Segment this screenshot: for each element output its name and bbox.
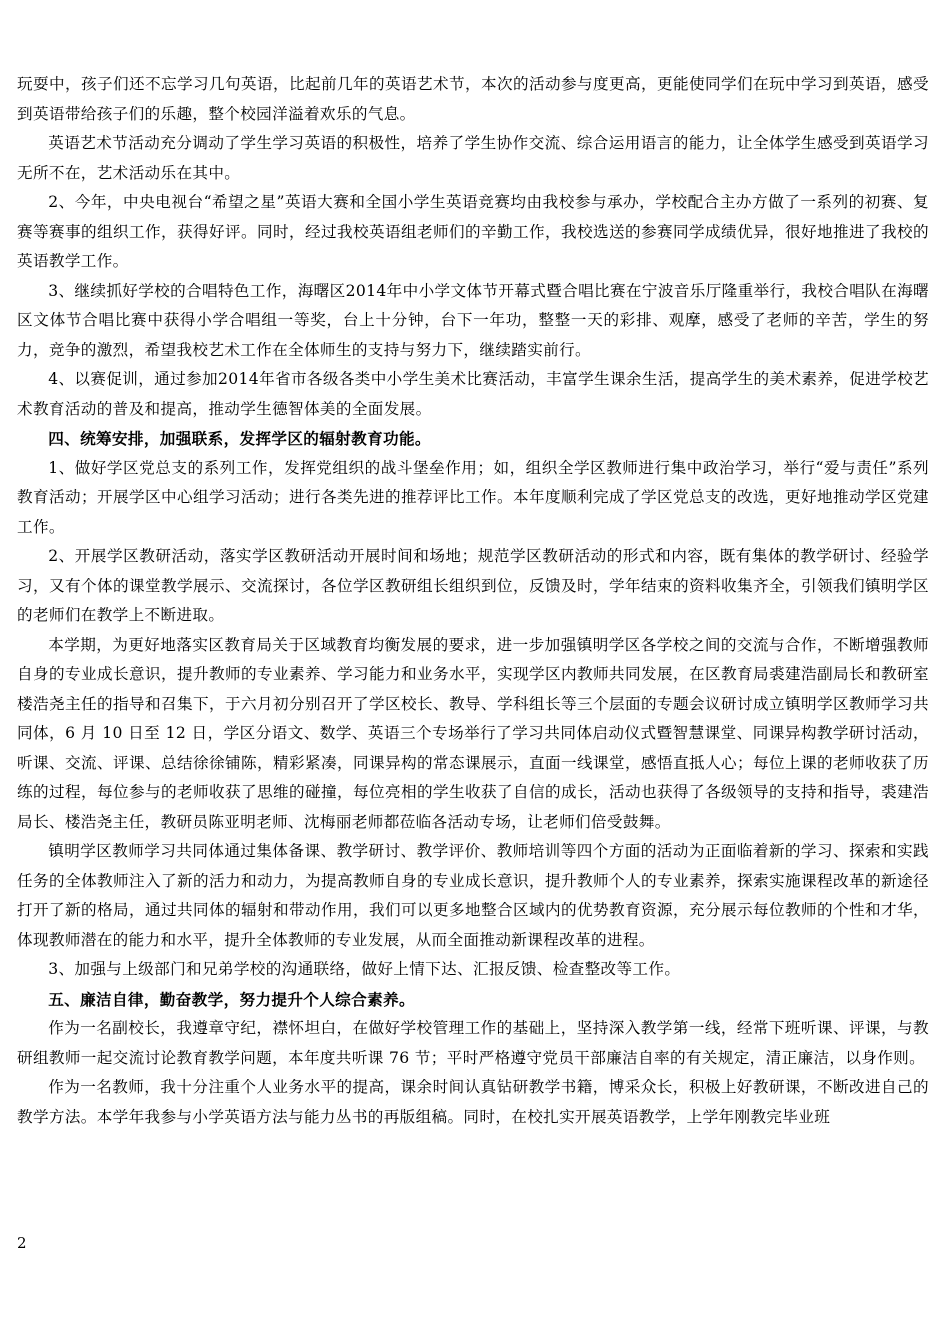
paragraph-vice-principal: 作为一名副校长，我遵章守纪，襟怀坦白，在做好学校管理工作的基础上，坚持深入教学第一线，经常下班听课、评课，与教研组教师一起交流讨论教育教学问题，本年度共听课 76 节；平时严格遵守党员干部廉洁自率的有关规定，清正廉洁，以身作则。 [17,1019,929,1067]
paragraph-learning-community: 本学期，为更好地落实区教育局关于区域教育均衡发展的要求，进一步加强镇明学区各学校之间的交流与合作，不断增强教师自身的专业成长意识，提升教师的专业素养、学习能力和业务水平，实现学区内教师共同发展，在区教育局裘建浩副局长和教研室楼浩尧主任的指导和召集下，于六月初分别召开了学区校长、教导、学科组长等三个层面的专题会议研讨成立镇明学区教师学习共同体，6 月 10 日至 12 日，学区分语文、数学、英语三个专场举行了学习共同体启动仪式暨智慧课堂、同课异构教学研讨活动，听课、交流、评课、总结徐徐铺陈，精彩紧凑，同课异构的常态课展示，直面一线课堂，感悟直抵人心；每位上课的老师收获了历练的过程，每位参与的老师收获了思维的碰撞，每位亮相的学生收获了自信的成长，活动也获得了各级领导的支持和指导，裘建浩局长、楼浩尧主任，教研员陈亚明老师、沈梅丽老师都莅临各活动专场，让老师们倍受鼓舞。 [17,635,929,831]
paragraph-item-4-art-contest: 4、以赛促训，通过参加2014年省市各级各类中小学生美术比赛活动，丰富学生课余生活，提高学生的美术素养，促进学校艺术教育活动的普及和提高，推动学生德智体美的全面发展。 [17,370,929,418]
paragraph-section4-item-2: 2、开展学区教研活动，落实学区教研活动开展时间和场地；规范学区教研活动的形式和内容，既有集体的教学研讨、经验学习，又有个体的课堂教学展示、交流探讨，各位学区教研组长组织到位，反馈及时，学年结束的资料收集齐全，引领我们镇明学区的老师们在教学上不断进取。 [17,547,929,624]
page-number: 2 [17,1234,27,1252]
section-heading-4: 四、统筹安排，加强联系，发挥学区的辐射教育功能。 [48,429,431,448]
paragraph-item-2-cctv-contest: 2、今年，中央电视台“希望之星”英语大赛和全国小学生英语竞赛均由我校参与承办，学校配合主办方做了一系列的初赛、复赛等赛事的组织工作，获得好评。同时，经过我校英语组老师们的辛勤工作，我校选送的参赛同学成绩优异，很好地推进了我校的英语教学工作。 [17,193,929,270]
paragraph-item-3-choir: 3、继续抓好学校的合唱特色工作，海曙区2014年中小学文体节开幕式暨合唱比赛在宁波音乐厅隆重举行，我校合唱队在海曙区文体节合唱比赛中获得小学合唱组一等奖，台上十分钟，台下一年功，整整一天的彩排、观摩，感受了老师的辛苦，学生的努力，竞争的激烈，希望我校艺术工作在全体师生的支持与努力下，继续踏实前行。 [17,281,929,359]
paragraph-intro-continuation: 玩耍中，孩子们还不忘学习几句英语，比起前几年的英语艺术节，本次的活动参与度更高，更能使同学们在玩中学习到英语，感受到英语带给孩子们的乐趣，整个校园洋溢着欢乐的气息。 [17,75,929,123]
paragraph-section4-item-1: 1、做好学区党总支的系列工作，发挥党组织的战斗堡垒作用；如，组织全学区教师进行集中政治学习，举行“爱与责任”系列教育活动；开展学区中心组学习活动；进行各类先进的推荐评比工作。本年度顺利完成了学区党总支的改选，更好地推动学区党建工作。 [17,458,929,536]
paragraph-english-festival-summary: 英语艺术节活动充分调动了学生学习英语的积极性，培养了学生协作交流、综合运用语言的能力，让全体学生感受到英语学习无所不在，艺术活动乐在其中。 [17,134,929,182]
document-body [17,70,929,1132]
section-heading-5: 五、廉洁自律，勤奋教学，努力提升个人综合素养。 [48,989,415,1009]
paragraph-section4-item-3: 3、加强与上级部门和兄弟学校的沟通联络，做好上情下达、汇报反馈、检查整改等工作。 [48,960,681,978]
paragraph-community-impact: 镇明学区教师学习共同体通过集体备课、教学研讨、教学评价、教师培训等四个方面的活动为正面临着新的学习、探索和实践任务的全体教师注入了新的活力和动力，为提高教师自身的专业成长意识，提升教师个人的专业素养，探索实施课程改革的新途径打开了新的格局，通过共同体的辐射和带动作用，我们可以更多地整合区域内的优势教育资源，充分展示每位教师的个性和才华，体现教师潜在的能力和水平，提升全体教师的专业发展，从而全面推动新课程改革的进程。 [17,842,929,949]
paragraph-as-teacher: 作为一名教师，我十分注重个人业务水平的提高，课余时间认真钻研教学书籍，博采众长，积极上好教研课，不断改进自己的教学方法。本学年我参与小学英语方法与能力丛书的再版组稿。同时，在校扎实开展英语教学，上学年刚教完毕业班 [17,1078,929,1126]
